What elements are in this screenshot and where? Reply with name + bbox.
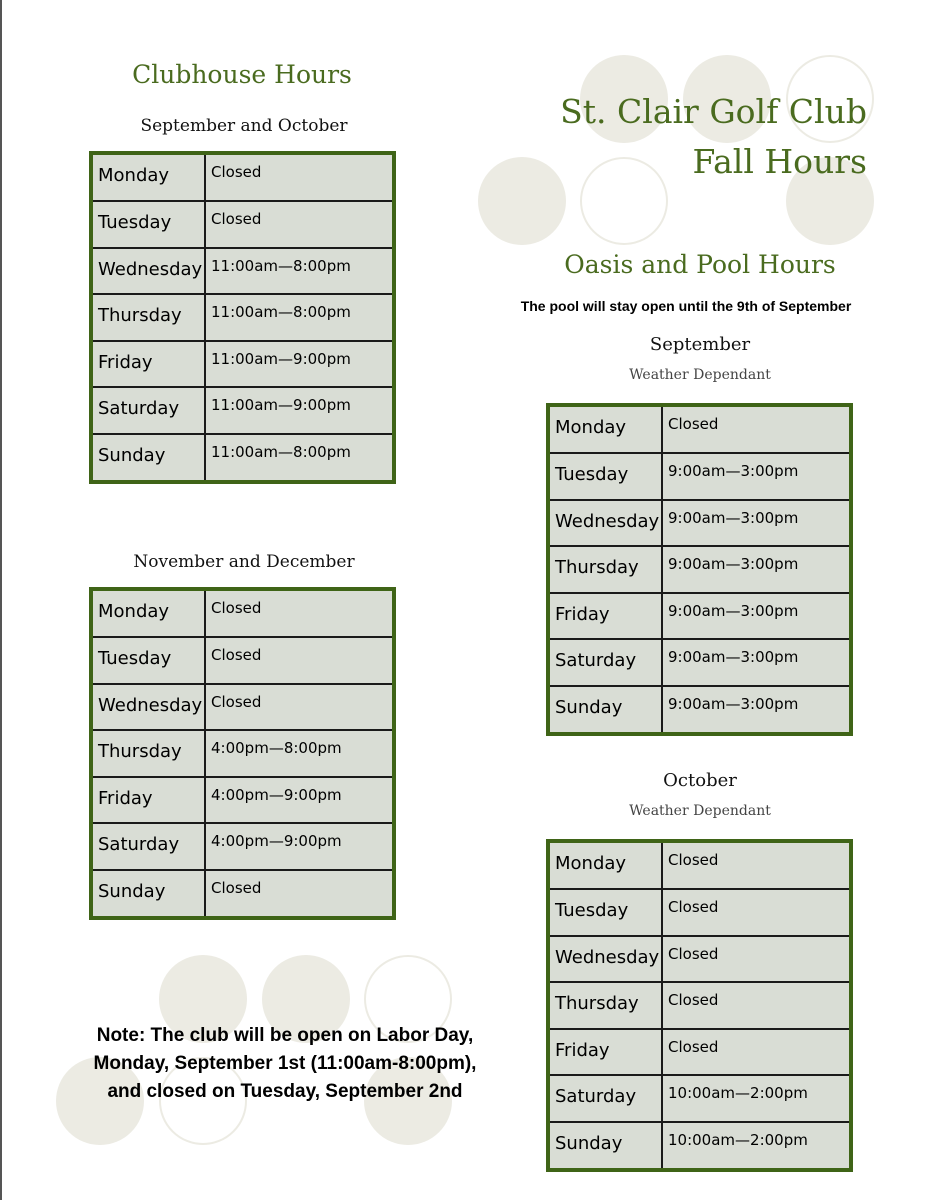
hours-cell: Closed: [205, 637, 394, 684]
table-row: [548, 593, 851, 640]
hours-cell: Closed: [662, 889, 851, 936]
hours-cell: Closed: [205, 153, 394, 201]
hours-cell: 4:00pm—9:00pm: [205, 823, 394, 870]
day-cell: Wednesday: [91, 248, 205, 295]
hours-cell: 11:00am—8:00pm: [205, 248, 394, 295]
table-row: [91, 823, 394, 870]
day-cell: Thursday: [91, 294, 205, 341]
day-cell: Sunday: [548, 1122, 662, 1170]
table-row: [548, 1075, 851, 1122]
hours-cell: 9:00am—3:00pm: [662, 593, 851, 640]
hours-cell: 9:00am—3:00pm: [662, 639, 851, 686]
pool-september-weather: Weather Dependant: [629, 367, 771, 383]
table-row: [91, 637, 394, 684]
hours-cell: 4:00pm—8:00pm: [205, 730, 394, 777]
day-cell: Saturday: [91, 823, 205, 870]
table-row: [548, 1122, 851, 1170]
hours-cell: 9:00am—3:00pm: [662, 546, 851, 593]
table-row: [548, 453, 851, 500]
table-row: [548, 936, 851, 983]
season-title: Fall Hours: [692, 142, 867, 181]
note-line-2: Monday, September 1st (11:00am-8:00pm),: [93, 1053, 477, 1074]
day-cell: Thursday: [91, 730, 205, 777]
hours-cell: 10:00am—2:00pm: [662, 1075, 851, 1122]
day-cell: Sunday: [548, 686, 662, 734]
clubhouse-period1-label: September and October: [140, 116, 348, 136]
day-cell: Monday: [91, 153, 205, 201]
day-cell: Saturday: [548, 639, 662, 686]
table-row: [91, 434, 394, 482]
day-cell: Tuesday: [548, 889, 662, 936]
table-row: [91, 870, 394, 918]
day-cell: Monday: [548, 405, 662, 453]
day-cell: Thursday: [548, 982, 662, 1029]
table-row: [548, 500, 851, 547]
table-row: [548, 841, 851, 889]
day-cell: Sunday: [91, 870, 205, 918]
hours-cell: Closed: [205, 589, 394, 637]
clubhouse-period2-label: November and December: [133, 552, 355, 572]
table-row: [91, 248, 394, 295]
table-row: [91, 730, 394, 777]
day-cell: Tuesday: [91, 201, 205, 248]
club-name: St. Clair Golf Club: [560, 92, 867, 131]
table-row: [548, 405, 851, 453]
day-cell: Friday: [91, 777, 205, 824]
table-row: [548, 639, 851, 686]
table-row: [91, 201, 394, 248]
clubhouse-title: Clubhouse Hours: [132, 60, 352, 89]
table-row: [91, 341, 394, 388]
table-row: [548, 889, 851, 936]
day-cell: Saturday: [548, 1075, 662, 1122]
hours-cell: Closed: [205, 870, 394, 918]
day-cell: Thursday: [548, 546, 662, 593]
pool-september-label: September: [649, 334, 751, 355]
day-cell: Tuesday: [548, 453, 662, 500]
day-cell: Friday: [548, 593, 662, 640]
day-cell: Friday: [91, 341, 205, 388]
page-left-border: [0, 0, 2, 1200]
hours-cell: Closed: [662, 405, 851, 453]
table-row: [91, 777, 394, 824]
table-row: [91, 153, 394, 201]
pool-note: The pool will stay open until the 9th of September: [520, 298, 852, 314]
hours-cell: Closed: [662, 936, 851, 983]
hours-cell: Closed: [205, 201, 394, 248]
hours-cell: 11:00am—8:00pm: [205, 434, 394, 482]
note-line-1: Note: The club will be open on Labor Day,: [96, 1025, 474, 1046]
day-cell: Wednesday: [91, 684, 205, 731]
hours-cell: 11:00am—8:00pm: [205, 294, 394, 341]
pool-title: Oasis and Pool Hours: [564, 250, 836, 279]
hours-cell: 11:00am—9:00pm: [205, 387, 394, 434]
decor-ring: [580, 157, 668, 245]
day-cell: Wednesday: [548, 500, 662, 547]
table-row: [548, 1029, 851, 1076]
note-line-3: and closed on Tuesday, September 2nd: [107, 1081, 463, 1102]
day-cell: Sunday: [91, 434, 205, 482]
clubhouse-nov-dec-table: [89, 587, 396, 920]
pool-october-weather: Weather Dependant: [629, 803, 771, 819]
hours-cell: 9:00am—3:00pm: [662, 686, 851, 734]
hours-cell: Closed: [662, 1029, 851, 1076]
hours-cell: Closed: [205, 684, 394, 731]
day-cell: Tuesday: [91, 637, 205, 684]
table-row: [91, 684, 394, 731]
day-cell: Wednesday: [548, 936, 662, 983]
hours-cell: 9:00am—3:00pm: [662, 453, 851, 500]
hours-cell: 4:00pm—9:00pm: [205, 777, 394, 824]
table-row: [91, 387, 394, 434]
pool-october-label: October: [663, 770, 737, 791]
decor-circle: [478, 157, 566, 245]
pool-september-table: [546, 403, 853, 736]
hours-cell: 11:00am—9:00pm: [205, 341, 394, 388]
table-row: [548, 546, 851, 593]
table-row: [91, 294, 394, 341]
hours-cell: Closed: [662, 841, 851, 889]
clubhouse-sep-oct-table: [89, 151, 396, 484]
day-cell: Monday: [548, 841, 662, 889]
hours-cell: 10:00am—2:00pm: [662, 1122, 851, 1170]
day-cell: Friday: [548, 1029, 662, 1076]
table-row: [548, 686, 851, 734]
hours-cell: Closed: [662, 982, 851, 1029]
hours-cell: 9:00am—3:00pm: [662, 500, 851, 547]
day-cell: Saturday: [91, 387, 205, 434]
pool-october-table: [546, 839, 853, 1172]
labor-day-note: [60, 1022, 510, 1106]
table-row: [548, 982, 851, 1029]
day-cell: Monday: [91, 589, 205, 637]
table-row: [91, 589, 394, 637]
